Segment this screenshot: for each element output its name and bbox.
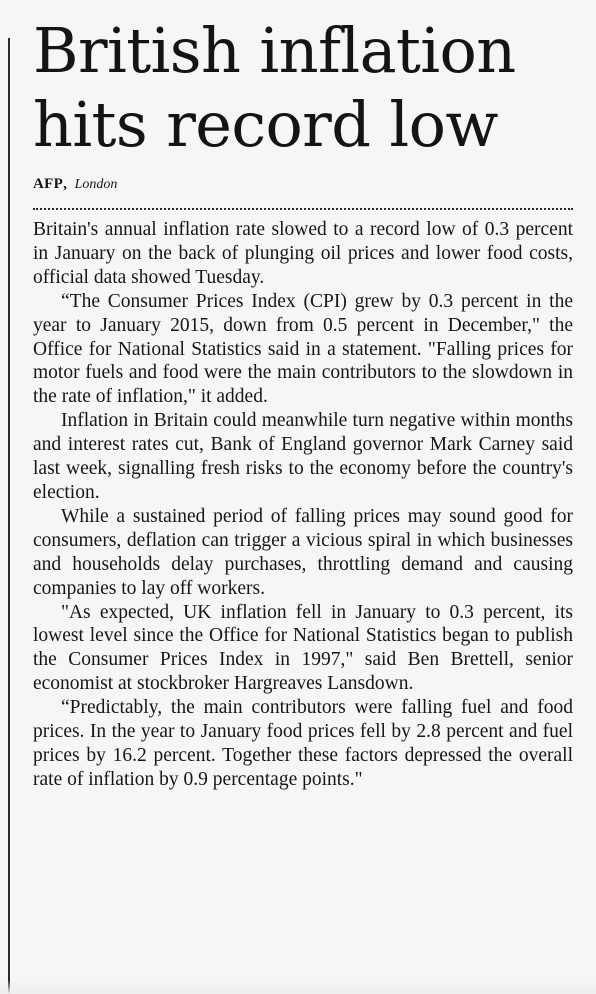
paragraph-6: “Predictably, the main contributors were falling fuel and food prices. In the year to January food prices fell by 2.8 percent and fuel prices by 16.2 percent. Together these factors depressed the overall rate of inflation by 0.9 percentage points."	[33, 697, 573, 790]
dotted-separator	[33, 208, 573, 210]
headline	[33, 14, 573, 162]
paragraph-4: While a sustained period of falling prices may sound good for consumers, deflation can trigger a vicious spiral in which businesses and households delay purchases, throttling demand and causing companies to lay off workers.	[33, 505, 573, 599]
byline-agency: AFP	[33, 176, 64, 192]
paragraph-3: Inflation in Britain could meanwhile turn negative within months and interest rates cut, Bank of England governor Mark Carney said last week, signalling fresh risks to the economy before the country's election.	[33, 410, 573, 503]
headline-line-2: hits record low	[33, 88, 498, 161]
byline-separator: ,	[63, 176, 67, 192]
column-divider	[8, 38, 10, 994]
headline-line-1: British inflation	[33, 14, 516, 87]
paragraph-2: “The Consumer Prices Index (CPI) grew by 0.3 percent in the year to January 2015, down from 0.5 percent in December," the Office for National Statistics said in a statement. "Falling prices for motor fuels and food were the main contributors to the slowdown in the rate of inflation," it added.	[33, 290, 573, 408]
page-bottom-edge	[0, 980, 596, 994]
paragraph-5: "As expected, UK inflation fell in January to 0.3 percent, its lowest level since the Office for National Statistics began to publish the Consumer Prices Index in 1997," said Ben Brettell, senior economist at stockbroker Hargreaves Lansdown.	[33, 601, 573, 695]
article-body	[33, 218, 573, 792]
article	[33, 14, 573, 792]
byline-dateline: London	[74, 177, 118, 192]
byline	[33, 174, 573, 194]
paragraph-1: Britain's annual inflation rate slowed to a record low of 0.3 percent in January on the back of plunging oil prices and lower food costs, official data showed Tuesday.	[33, 219, 573, 288]
